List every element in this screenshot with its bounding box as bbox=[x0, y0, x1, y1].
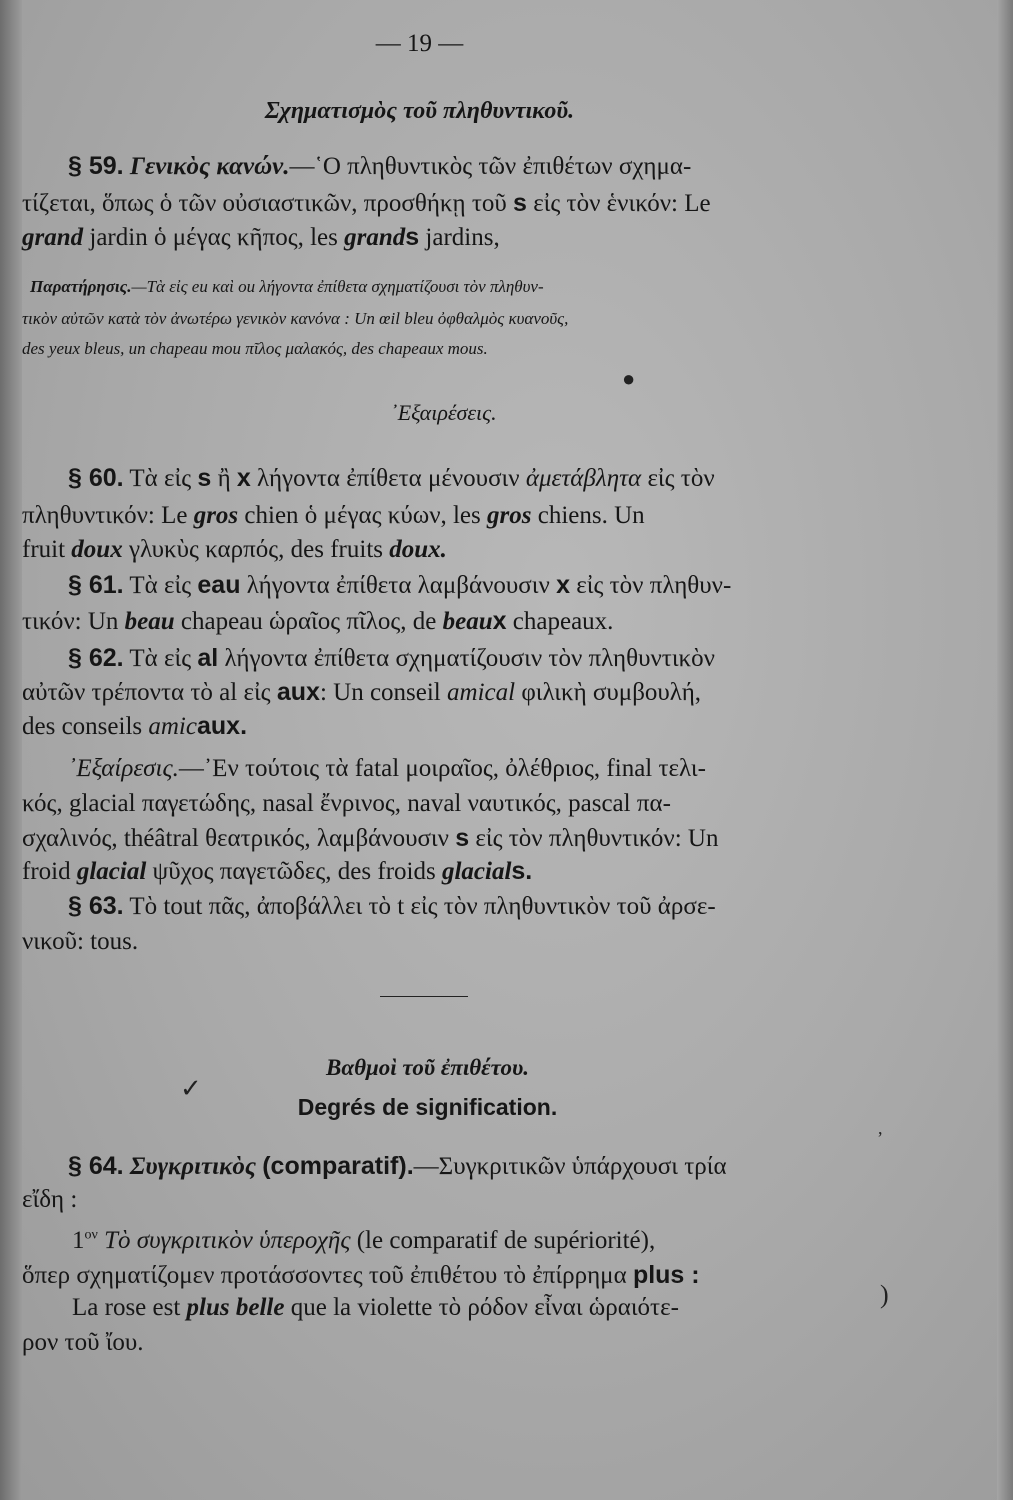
paragraph-number: § 60. bbox=[68, 464, 124, 492]
margin-mark: ) bbox=[880, 1280, 889, 1309]
section-heading-exceptions: ᾿Εξαιρέσεις. bbox=[390, 400, 497, 425]
exception-line-4: froid glacial ψῦχος παγετῶδες, des froids glacials. bbox=[22, 857, 533, 885]
note-line-1: Παρατήρησις.—Τὰ εἰς eu καὶ ou λήγοντα ἐπίθετα σχηματίζουσι τὸν πληθυν- bbox=[30, 277, 544, 296]
paragraph-64-line-4: ὅπερ σχηματίζομεν προτάσσοντες τοῦ ἐπιθέτου τὸ ἐπίρρημα plus : bbox=[22, 1261, 700, 1289]
paragraph-60-line-2: πληθυντικόν: Le gros chien ὁ μέγας κύων, les gros chiens. Un bbox=[22, 502, 645, 529]
page-number: — 19 — bbox=[375, 30, 464, 57]
paragraph-64-line-6: ρον τοῦ ἴου. bbox=[22, 1329, 144, 1356]
paragraph-number: § 64. bbox=[68, 1152, 124, 1180]
section-heading-degrees-french: Degrés de signification. bbox=[297, 1094, 558, 1120]
note-line-3: des yeux bleus, un chapeau mou πῖλος μαλακός, des chapeaux mous. bbox=[22, 339, 488, 358]
paragraph-59-line-3: grand jardin ὁ μέγας κῆπος, les grands jardins, bbox=[22, 223, 500, 251]
section-heading-plural: Σχηματισμὸς τοῦ πληθυντικοῦ. bbox=[264, 98, 575, 124]
note-title: Παρατήρησις. bbox=[30, 277, 132, 296]
section-divider bbox=[380, 996, 468, 997]
paragraph-61-line-2: τικόν: Un beau chapeau ὡραῖος πῖλος, de beaux chapeaux. bbox=[22, 607, 614, 635]
paragraph-62-line-1: § 62. Τὰ εἰς al λήγοντα ἐπίθετα σχηματίζουσιν τὸν πληθυντικὸν bbox=[68, 644, 715, 672]
paragraph-64-line-3: $1^{o\nu}$ Τὸ συγκριτικὸν ὑπεροχῆς (le comparatif de supériorité), bbox=[72, 1227, 656, 1254]
paragraph-60-line-1: § 60. Τὰ εἰς s ἢ x λήγοντα ἐπίθετα μένουσιν ἀμετάβλητα εἰς τὸν bbox=[68, 464, 715, 492]
ink-dot: ● bbox=[622, 366, 636, 391]
paragraph-62-line-3: des conseils amicaux. bbox=[22, 712, 248, 740]
page-right-edge bbox=[997, 0, 1013, 1500]
paragraph-63-line-2: νικοῦ: tous. bbox=[22, 928, 139, 955]
paragraph-64-line-5: La rose est plus belle que la violette τὸ ρόδον εἶναι ὡραιότε- bbox=[72, 1294, 679, 1321]
paragraph-60-line-3: fruit doux γλυκὺς καρπός, des fruits doux. bbox=[22, 536, 447, 563]
paragraph-number: § 62. bbox=[68, 644, 124, 672]
paragraph-62-line-2: αὐτῶν τρέποντα τὸ al εἰς aux: Un conseil amical φιλικὴ συμβουλή, bbox=[22, 678, 702, 706]
exception-line-3: σχαλινός, théâtral θεατρικός, λαμβάνουσιν s εἰς τὸν πληθυντικόν: Un bbox=[22, 824, 719, 852]
paragraph-number: § 61. bbox=[68, 571, 124, 599]
section-heading-degrees-greek: Βαθμοὶ τοῦ ἐπιθέτου. bbox=[326, 1055, 529, 1080]
margin-mark: , bbox=[878, 1118, 883, 1138]
exception-line-2: κός, glacial παγετώδης, nasal ἔνρινος, naval ναυτικός, pascal πα- bbox=[22, 790, 671, 817]
pencil-mark: ✓ bbox=[180, 1074, 202, 1103]
paragraph-61-line-1: § 61. Τὰ εἰς eau λήγοντα ἐπίθετα λαμβάνουσιν x εἰς τὸν πληθυν- bbox=[68, 571, 732, 599]
paragraph-title: Γενικὸς κανών. bbox=[129, 153, 290, 180]
exception-title: ᾿Εξαίρεσις. bbox=[68, 755, 179, 782]
paragraph-number: § 63. bbox=[68, 892, 124, 920]
exception-line-1: ᾿Εξαίρεσις.—᾿Εν τούτοις τὰ fatal μοιραῖος, ὀλέθριος, final τελι- bbox=[68, 755, 706, 782]
paragraph-64-line-2: εἴδη : bbox=[22, 1186, 78, 1213]
paragraph-number: § 59. bbox=[68, 152, 124, 180]
paragraph-59-line-2: τίζεται, ὅπως ὁ τῶν οὐσιαστικῶν, προσθήκῃ τοῦ s εἰς τὸν ἑνικόν: Le bbox=[22, 189, 711, 217]
paragraph-59-line-1: § 59. Γενικὸς κανών.—῾Ο πληθυντικὸς τῶν ἐπιθέτων σχημα- bbox=[68, 152, 692, 180]
paragraph-64-line-1: § 64. Συγκριτικὸς (comparatif).—Συγκριτικῶν ὑπάρχουσι τρία bbox=[68, 1152, 727, 1180]
page-left-edge bbox=[0, 0, 22, 1500]
paragraph-63-line-1: § 63. Τὸ tout πᾶς, ἀποβάλλει τὸ t εἰς τὸν πληθυντικὸν τοῦ ἀρσε- bbox=[68, 892, 716, 920]
note-line-2: τικὸν αὐτῶν κατὰ τὸν ἀνωτέρω γενικὸν κανόνα : Un œil bleu ὀφθαλμὸς κυανοῦς, bbox=[22, 309, 569, 328]
